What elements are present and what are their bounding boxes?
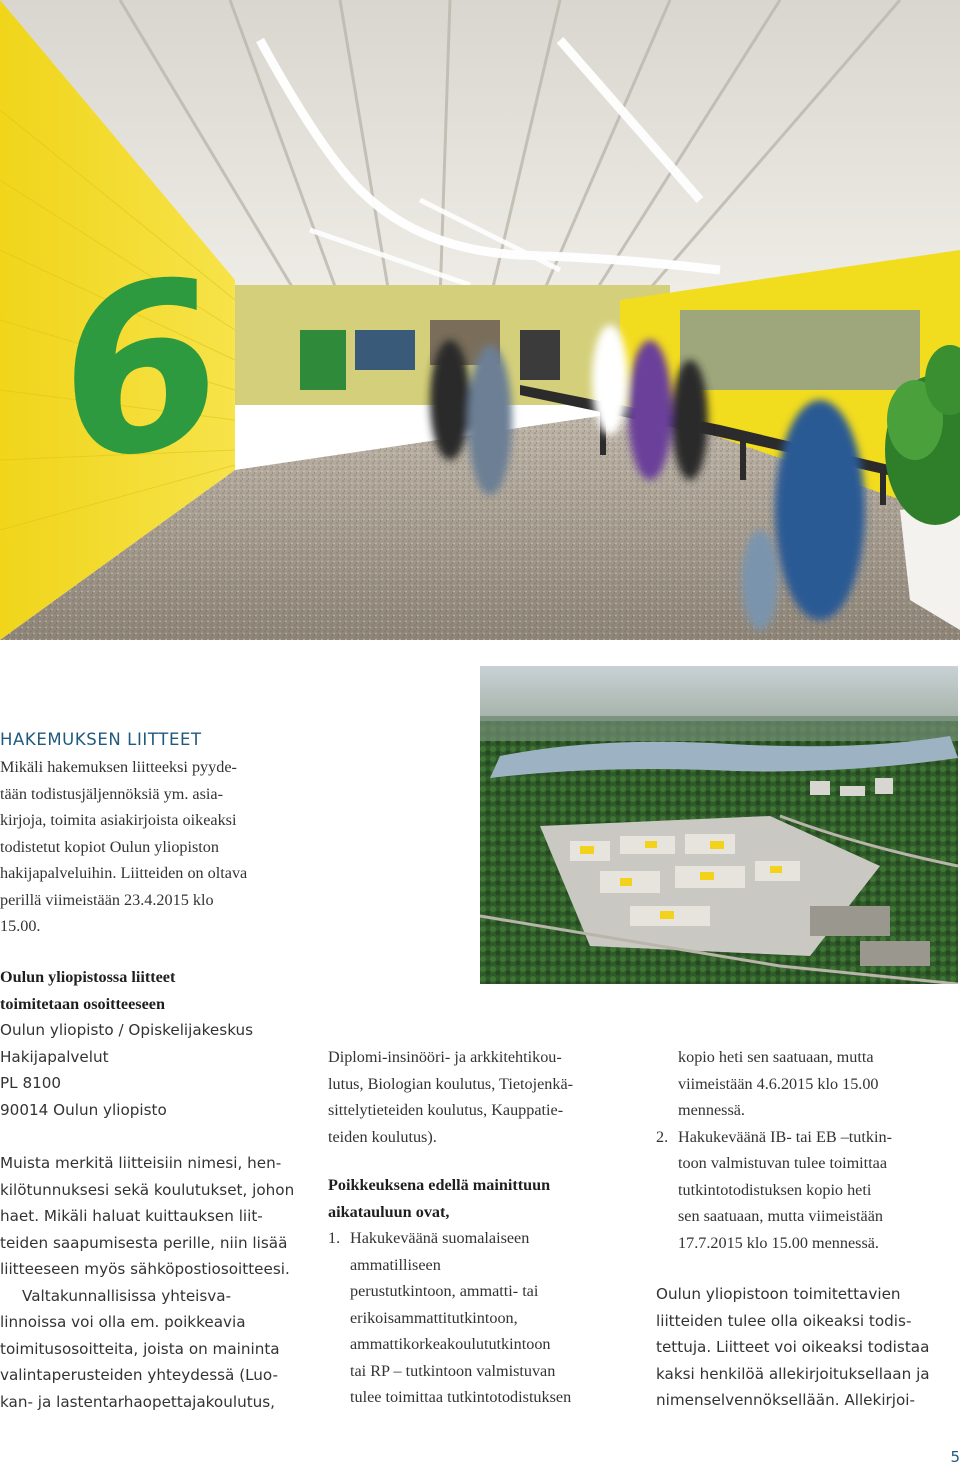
- exception-item-1: [328, 1225, 638, 1411]
- text-line: teiden saapumisesta perille, niin lisää: [0, 1233, 288, 1252]
- hallway-photo: [0, 0, 960, 640]
- attachments-text: [0, 754, 330, 940]
- text-line: tulee toimittaa tutkintotodistuksen: [350, 1388, 572, 1406]
- text-line: toon valmistuvan tulee toimittaa: [678, 1154, 888, 1172]
- item-number: 1.: [328, 1229, 341, 1247]
- exception-title-line: Poikkeuksena edellä mainittuun: [328, 1176, 551, 1194]
- text-line: mennessä.: [678, 1101, 745, 1119]
- text-line: teiden koulutus).: [328, 1127, 437, 1146]
- item-number: 2.: [656, 1127, 669, 1146]
- address-title-line: toimitetaan osoitteeseen: [0, 994, 165, 1013]
- postal-address: [0, 1017, 330, 1123]
- text-line: linnoissa voi olla em. poikkeavia: [0, 1313, 246, 1331]
- text-line: hakijapalveluihin. Liitteiden on oltava: [0, 864, 248, 882]
- text-line: tään todistusjäljennöksiä ym. asia-: [0, 784, 223, 803]
- text-line: 17.7.2015 klo 15.00 mennessä.: [678, 1233, 879, 1252]
- text-line: Hakukeväänä IB- tai EB –tutkin-: [678, 1127, 892, 1146]
- text-line: Valtakunnallisissa yhteisva-: [22, 1286, 232, 1305]
- text-line: Muista merkitä liitteisiin nimesi, hen-: [0, 1154, 282, 1172]
- text-line: sittelytieteiden koulutus, Kauppatie-: [328, 1101, 564, 1119]
- middle-column: [328, 1044, 638, 1411]
- campus-aerial-photo: [480, 666, 958, 984]
- text-line: ammatilliseen: [350, 1255, 441, 1274]
- text-line: Mikäli hakemuksen liitteeksi pyyde-: [0, 758, 237, 776]
- page-number: 5: [950, 1448, 960, 1466]
- address-line: Oulun yliopisto / Opiskelijakeskus: [0, 1021, 254, 1039]
- address-line: Hakijapalvelut: [0, 1047, 109, 1066]
- address-block: [0, 964, 330, 1123]
- text-line: Diplomi-insinööri- ja arkkitehtikou-: [328, 1048, 562, 1066]
- text-line: nimenselvennöksellään. Allekirjoi-: [656, 1391, 915, 1409]
- address-line: PL 8100: [0, 1074, 62, 1092]
- text-line: toimitusosoitteita, joista on maininta: [0, 1339, 280, 1358]
- closing-text: [656, 1281, 956, 1414]
- address-title-line: Oulun yliopistossa liitteet: [0, 968, 176, 986]
- text-line: sen saatuaan, mutta viimeistään: [678, 1207, 883, 1225]
- text-line: ammattikorkeakoulututkintoon: [350, 1335, 551, 1353]
- national-text: [0, 1283, 330, 1416]
- text-line: lutus, Biologian koulutus, Tietojenkä-: [328, 1074, 574, 1093]
- remember-note: [0, 1150, 330, 1415]
- text-line: tai RP – tutkintoon valmistuvan: [350, 1361, 556, 1380]
- right-column: [656, 1044, 956, 1414]
- remember-text: [0, 1150, 330, 1283]
- middle-intro: [328, 1044, 638, 1150]
- text-line: tettuja. Liitteet voi oikeaksi todistaa: [656, 1338, 930, 1356]
- exception-title-line: aikatauluun ovat,: [328, 1202, 450, 1221]
- address-title: [0, 964, 330, 1017]
- text-line: perillä viimeistään 23.4.2015 klo: [0, 890, 214, 909]
- text-line: Hakukeväänä suomalaiseen: [350, 1229, 530, 1247]
- text-line: kilötunnuksesi sekä koulutukset, johon: [0, 1180, 295, 1199]
- exception-title: [328, 1172, 638, 1225]
- wall-number: 6: [59, 225, 221, 517]
- attachments-heading: HAKEMUKSEN LIITTEET: [0, 730, 202, 749]
- item-1-continued: [656, 1044, 956, 1124]
- text-line: 15.00.: [0, 917, 41, 935]
- exception-item-2: [656, 1124, 956, 1257]
- text-line: kaksi henkilöä allekirjoituksellaan ja: [656, 1364, 930, 1383]
- text-line: tutkintotodistuksen kopio heti: [678, 1180, 872, 1199]
- text-line: todistetut kopiot Oulun yliopiston: [0, 837, 219, 856]
- text-line: liitteeseen myös sähköpostiosoitteesi.: [0, 1260, 290, 1278]
- address-line: 90014 Oulun yliopisto: [0, 1100, 167, 1119]
- text-line: viimeistään 4.6.2015 klo 15.00: [678, 1074, 879, 1093]
- text-line: liitteiden tulee olla oikeaksi todis-: [656, 1311, 912, 1330]
- text-line: kan- ja lastentarhaopettajakoulutus,: [0, 1392, 276, 1411]
- text-line: perustutkintoon, ammatti- tai: [350, 1282, 539, 1300]
- text-line: Oulun yliopistoon toimitettavien: [656, 1285, 901, 1303]
- text-line: haet. Mikäli haluat kuittauksen liit-: [0, 1207, 263, 1225]
- text-line: valintaperusteiden yhteydessä (Luo-: [0, 1366, 278, 1384]
- text-line: erikoisammattitutkintoon,: [350, 1308, 518, 1327]
- attachments-section: [0, 728, 330, 940]
- text-line: kopio heti sen saatuaan, mutta: [678, 1048, 874, 1066]
- text-line: kirjoja, toimita asiakirjoista oikeaksi: [0, 811, 237, 829]
